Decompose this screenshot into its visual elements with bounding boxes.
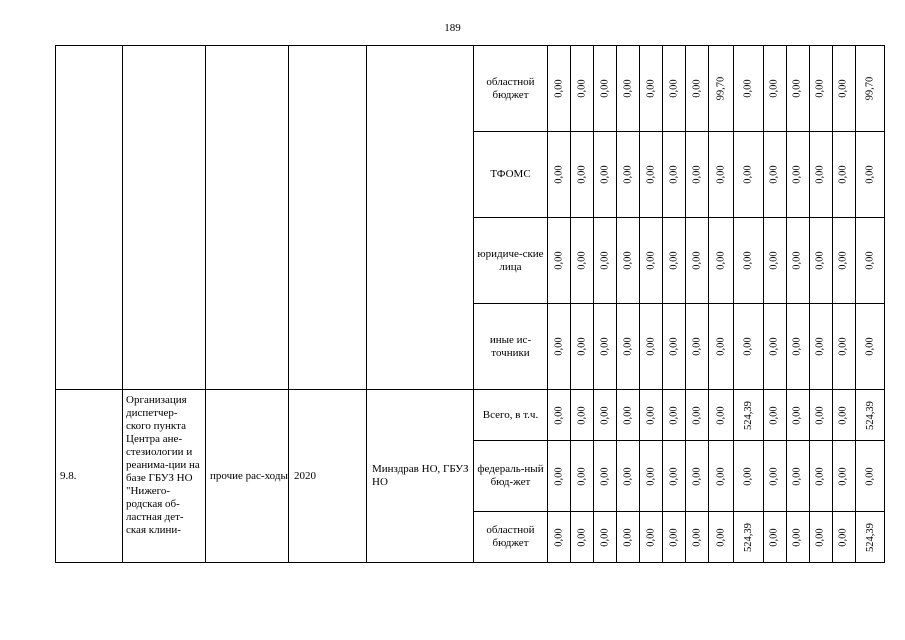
value-cell: [617, 132, 640, 218]
value-cell: [594, 46, 617, 132]
value-cell: [640, 132, 663, 218]
value-text: 0,00: [742, 337, 754, 356]
value-cell: [571, 512, 594, 563]
funding-source-label: Всего, в т.ч.: [474, 390, 548, 441]
value-text: 0,00: [553, 79, 565, 98]
value-text: 0,00: [792, 405, 803, 425]
value-text: 0,00: [576, 165, 588, 184]
value-cell: [809, 512, 832, 563]
value-text: 0,00: [668, 165, 680, 184]
value-cell: [548, 512, 571, 563]
value-cell: [617, 304, 640, 390]
value-cell: [709, 390, 734, 441]
value-text: 0,00: [622, 165, 634, 184]
value-text: 0,00: [769, 405, 780, 425]
value-cell: [709, 132, 734, 218]
budget-table: [55, 45, 885, 563]
value-cell: [832, 46, 855, 132]
value-text: 0,00: [838, 165, 849, 184]
value-text: 0,00: [576, 527, 588, 547]
funding-source-label: юридиче-ские лица: [474, 218, 548, 304]
value-text: 0,00: [553, 405, 565, 425]
value-cell: [548, 218, 571, 304]
value-text: 0,00: [668, 337, 680, 356]
value-cell: [663, 512, 686, 563]
value-cell: [663, 441, 686, 512]
value-text: 0,00: [622, 251, 634, 270]
value-text: 0,00: [769, 527, 780, 547]
value-cell: [686, 390, 709, 441]
value-cell: [733, 218, 763, 304]
funding-source-label: иные ис-точники: [474, 304, 548, 390]
value-text: 0,00: [668, 251, 680, 270]
value-text: 0,00: [864, 251, 876, 270]
value-text: 0,00: [599, 337, 611, 356]
value-cell: [617, 512, 640, 563]
value-cell: [809, 46, 832, 132]
value-text: 0,00: [691, 337, 703, 356]
value-text: 0,00: [599, 405, 611, 425]
value-cell: [686, 512, 709, 563]
value-text: 0,00: [742, 251, 754, 270]
value-text: 0,00: [691, 466, 703, 486]
funding-source-label: ТФОМС: [474, 132, 548, 218]
value-text: 0,00: [691, 251, 703, 270]
value-cell: [733, 441, 763, 512]
value-text: 0,00: [691, 165, 703, 184]
value-cell: [709, 46, 734, 132]
value-cell: [571, 390, 594, 441]
value-cell: [663, 304, 686, 390]
row-number: 9.8.: [56, 390, 123, 563]
value-cell: [663, 390, 686, 441]
value-cell: [617, 390, 640, 441]
value-text: 0,00: [838, 251, 849, 270]
value-text: 0,00: [599, 527, 611, 547]
value-text: 0,00: [645, 405, 657, 425]
value-text: 0,00: [864, 165, 876, 184]
value-text: 0,00: [668, 466, 680, 486]
value-text: 0,00: [742, 466, 754, 486]
value-cell: [855, 218, 885, 304]
value-cell: [786, 304, 809, 390]
value-cell: [832, 512, 855, 563]
value-cell: [733, 304, 763, 390]
value-text: 0,00: [576, 251, 588, 270]
value-cell: [686, 441, 709, 512]
value-cell: [617, 441, 640, 512]
value-text: 0,00: [553, 251, 565, 270]
value-cell: [640, 218, 663, 304]
value-text: 0,00: [715, 337, 727, 356]
value-cell: [832, 218, 855, 304]
value-text: 0,00: [838, 466, 849, 486]
value-cell: [640, 441, 663, 512]
value-text: 0,00: [769, 337, 780, 356]
value-cell: [709, 512, 734, 563]
value-cell: [763, 441, 786, 512]
value-cell: [571, 132, 594, 218]
year: 2020: [289, 390, 367, 563]
value-text: 0,00: [691, 405, 703, 425]
value-text: 0,00: [576, 79, 588, 98]
value-text: 0,00: [769, 466, 780, 486]
value-text: 0,00: [864, 466, 876, 486]
value-text: 0,00: [622, 79, 634, 98]
value-cell: [571, 304, 594, 390]
continuation-cell: [289, 46, 367, 390]
value-text: 524,39: [742, 522, 754, 552]
value-text: 0,00: [815, 79, 826, 98]
value-cell: [809, 441, 832, 512]
value-text: 0,00: [599, 466, 611, 486]
value-text: 0,00: [553, 337, 565, 356]
value-cell: [763, 218, 786, 304]
value-cell: [763, 304, 786, 390]
value-cell: [663, 218, 686, 304]
value-cell: [786, 512, 809, 563]
value-cell: [733, 512, 763, 563]
value-text: 0,00: [668, 405, 680, 425]
value-cell: [855, 132, 885, 218]
value-text: 0,00: [792, 165, 803, 184]
value-cell: [548, 304, 571, 390]
value-text: 0,00: [576, 337, 588, 356]
value-text: 0,00: [645, 251, 657, 270]
value-cell: [763, 390, 786, 441]
value-cell: [786, 46, 809, 132]
value-text: 0,00: [599, 79, 611, 98]
funding-source-label: областной бюджет: [474, 46, 548, 132]
value-text: 0,00: [715, 527, 727, 547]
value-cell: [617, 218, 640, 304]
value-text: 0,00: [815, 251, 826, 270]
value-text: 0,00: [576, 466, 588, 486]
value-text: 0,00: [622, 527, 634, 547]
table-row: [56, 46, 885, 132]
value-cell: [855, 304, 885, 390]
value-cell: [663, 46, 686, 132]
value-cell: [571, 218, 594, 304]
value-cell: [640, 304, 663, 390]
funding-source-label: областной бюджет: [474, 512, 548, 563]
value-cell: [786, 390, 809, 441]
value-cell: [763, 46, 786, 132]
value-text: 99,70: [715, 76, 727, 101]
value-cell: [686, 218, 709, 304]
value-text: 0,00: [815, 405, 826, 425]
value-text: 0,00: [668, 527, 680, 547]
value-text: 0,00: [792, 527, 803, 547]
value-text: 0,00: [815, 466, 826, 486]
value-text: 524,39: [864, 522, 876, 552]
value-text: 0,00: [645, 466, 657, 486]
value-cell: [763, 132, 786, 218]
value-text: 0,00: [838, 79, 849, 98]
value-cell: [686, 304, 709, 390]
value-cell: [594, 132, 617, 218]
continuation-cell: [56, 46, 123, 390]
funding-source-label: федераль-ный бюд-жет: [474, 441, 548, 512]
value-text: 0,00: [792, 337, 803, 356]
value-cell: [709, 441, 734, 512]
value-text: 0,00: [622, 405, 634, 425]
continuation-cell: [206, 46, 289, 390]
value-text: 0,00: [599, 165, 611, 184]
value-text: 0,00: [769, 165, 780, 184]
value-text: 0,00: [815, 527, 826, 547]
value-text: 0,00: [691, 79, 703, 98]
value-cell: [617, 46, 640, 132]
value-text: 0,00: [742, 165, 754, 184]
continuation-cell: [367, 46, 474, 390]
value-text: 0,00: [645, 527, 657, 547]
value-cell: [709, 218, 734, 304]
value-text: 0,00: [715, 165, 727, 184]
value-text: 0,00: [715, 466, 727, 486]
value-cell: [809, 218, 832, 304]
value-cell: [594, 304, 617, 390]
value-text: 0,00: [838, 527, 849, 547]
value-cell: [855, 390, 885, 441]
value-text: 0,00: [576, 405, 588, 425]
value-text: 524,39: [742, 400, 754, 430]
value-text: 0,00: [792, 251, 803, 270]
value-text: 0,00: [769, 79, 780, 98]
value-text: 0,00: [769, 251, 780, 270]
value-text: 0,00: [553, 466, 565, 486]
table-row: [56, 390, 885, 441]
continuation-cell: [123, 46, 206, 390]
value-cell: [832, 441, 855, 512]
value-cell: [686, 132, 709, 218]
value-text: 0,00: [815, 337, 826, 356]
value-text: 0,00: [645, 337, 657, 356]
page-number: 189: [444, 22, 461, 34]
activity-name: Организация диспетчер-ского пункта Центра ане-стезиологии и реанима-ции на базе ГБУЗ НО "Нижего-родская об-ластная дет-ская клини-: [123, 390, 206, 563]
value-text: 0,00: [553, 165, 565, 184]
value-cell: [733, 46, 763, 132]
value-text: 524,39: [864, 400, 876, 430]
value-cell: [594, 441, 617, 512]
value-cell: [855, 512, 885, 563]
value-text: 0,00: [792, 79, 803, 98]
value-text: 0,00: [864, 337, 876, 356]
value-cell: [809, 390, 832, 441]
value-text: 0,00: [622, 466, 634, 486]
value-cell: [548, 390, 571, 441]
value-cell: [786, 218, 809, 304]
value-cell: [548, 132, 571, 218]
value-text: 0,00: [668, 79, 680, 98]
value-text: 0,00: [792, 466, 803, 486]
value-text: 0,00: [815, 165, 826, 184]
value-cell: [594, 512, 617, 563]
value-cell: [855, 46, 885, 132]
value-cell: [733, 132, 763, 218]
executor: Минздрав НО, ГБУЗ НО: [367, 390, 474, 563]
value-cell: [640, 46, 663, 132]
value-text: 0,00: [742, 79, 754, 98]
value-text: 0,00: [715, 251, 727, 270]
value-cell: [832, 132, 855, 218]
value-cell: [809, 132, 832, 218]
value-text: 0,00: [622, 337, 634, 356]
value-cell: [594, 390, 617, 441]
value-text: 0,00: [838, 405, 849, 425]
value-text: 0,00: [715, 405, 727, 425]
value-text: 0,00: [645, 79, 657, 98]
expense-type: прочие рас-ходы: [206, 390, 289, 563]
value-cell: [663, 132, 686, 218]
value-text: 0,00: [838, 337, 849, 356]
value-text: 99,70: [864, 76, 876, 101]
value-cell: [763, 512, 786, 563]
value-text: 0,00: [645, 165, 657, 184]
value-cell: [548, 441, 571, 512]
value-text: 0,00: [553, 527, 565, 547]
value-cell: [571, 441, 594, 512]
value-cell: [733, 390, 763, 441]
value-cell: [640, 390, 663, 441]
value-cell: [548, 46, 571, 132]
value-cell: [786, 132, 809, 218]
value-text: 0,00: [599, 251, 611, 270]
value-cell: [855, 441, 885, 512]
value-cell: [709, 304, 734, 390]
value-cell: [594, 218, 617, 304]
value-cell: [809, 304, 832, 390]
value-cell: [571, 46, 594, 132]
value-cell: [832, 304, 855, 390]
value-cell: [832, 390, 855, 441]
value-cell: [640, 512, 663, 563]
value-text: 0,00: [691, 527, 703, 547]
value-cell: [786, 441, 809, 512]
value-cell: [686, 46, 709, 132]
